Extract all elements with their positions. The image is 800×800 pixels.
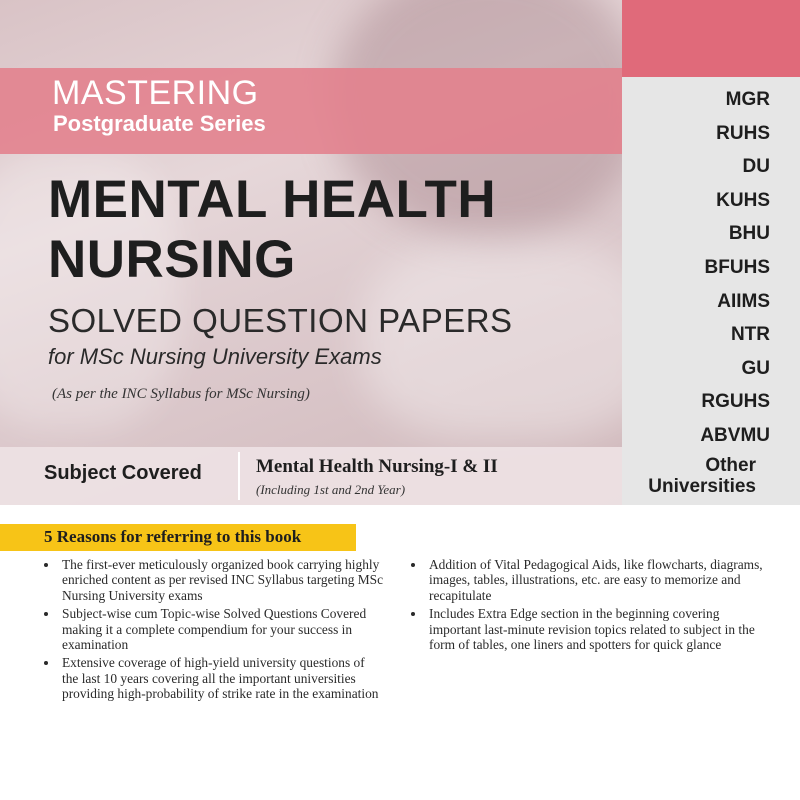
subject-divider <box>238 452 240 500</box>
university-item: BHU <box>728 223 770 245</box>
university-item: ABVMU <box>700 424 770 446</box>
subject-name: Mental Health Nursing-I & II <box>256 456 498 477</box>
university-item: RUHS <box>716 122 770 144</box>
reasons-title: 5 Reasons for referring to this book <box>44 527 302 546</box>
university-item: KUHS <box>716 189 770 211</box>
reason-item: Includes Extra Edge section in the beginning covering important last-minute revision topics related to subject in the form of tables, one liners and spotters for quick glance <box>411 606 763 652</box>
university-item: AIIMS <box>717 290 770 312</box>
university-item: GU <box>741 357 770 379</box>
series-subtitle: Postgraduate Series <box>53 111 266 136</box>
university-header-block <box>622 0 800 77</box>
university-other-line1: Other <box>705 455 756 476</box>
reason-item: Extensive coverage of high-yield university questions of the last 10 years covering all the important universities providing high-probability of strike rate in the examination <box>44 655 384 701</box>
university-item: NTR <box>730 324 770 346</box>
book-subtitle-exams: for MSc Nursing University Exams <box>48 344 382 369</box>
university-item: MGR <box>725 89 770 110</box>
book-title <box>48 170 496 290</box>
university-list <box>622 83 770 453</box>
reason-item: Subject-wise cum Topic-wise Solved Questions Covered making it a complete compendium for your success in examination <box>44 606 384 652</box>
reason-item: Addition of Vital Pedagogical Aids, like flowcharts, diagrams, images, tables, illustrations, etc. are easy to memorize and recapitulate <box>411 557 763 603</box>
syllabus-note: (As per the INC Syllabus for MSc Nursing) <box>52 386 310 402</box>
book-title-line2: NURSING <box>48 230 296 289</box>
university-item: BFUHS <box>704 256 770 278</box>
reason-item: The first-ever meticulously organized book carrying highly enriched content as per revised INC Syllabus targeting MSc Nursing University exams <box>44 557 384 603</box>
book-subtitle: SOLVED QUESTION PAPERS <box>48 302 513 339</box>
university-item-other <box>622 455 756 497</box>
university-other-line2: Universities <box>648 476 756 497</box>
subject-years: (Including 1st and 2nd Year) <box>256 482 406 497</box>
book-title-line1: MENTAL HEALTH <box>48 170 497 229</box>
series-title: MASTERING <box>52 74 259 112</box>
subject-label: Subject Covered <box>44 462 202 484</box>
university-item: RGUHS <box>701 391 770 413</box>
reasons-list-right <box>411 557 763 655</box>
university-item: DU <box>742 156 770 178</box>
reasons-list-left <box>44 557 384 705</box>
